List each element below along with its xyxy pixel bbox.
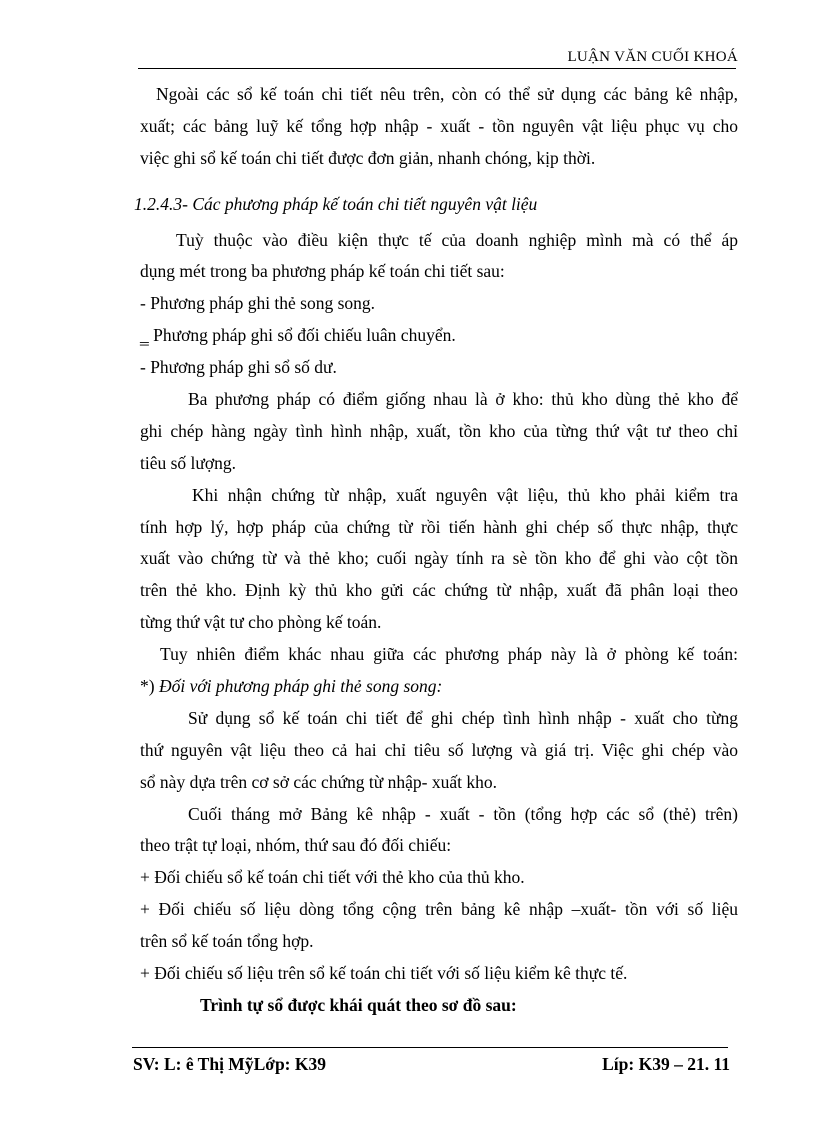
diagram-intro: Trình tự sổ được khái quát theo sơ đồ sau: (200, 994, 517, 1015)
paragraph-line: Cuối tháng mở Bảng kê nhập - xuất - tồn (tổng hợp các sổ (thẻ) trên) (188, 803, 738, 824)
subheading-prefix: *) (140, 676, 155, 697)
paragraph-line: Tuỳ thuộc vào điều kiện thực tế của doanh nghiệp mình mà có thể áp (176, 229, 738, 250)
paragraph-line: xuất; các bảng luỹ kế tổng hợp nhập - xuất - tồn nguyên vật liệu phục vụ cho (140, 115, 738, 136)
check-item: trên sổ kế toán tổng hợp. (140, 931, 314, 952)
paragraph-line: Tuy nhiên điểm khác nhau giữa các phương pháp này là ở phòng kế toán: (160, 644, 738, 665)
footer-class: Líp: K39 – 21. 11 (602, 1054, 730, 1074)
method-item: - Phương pháp ghi thẻ song song. (140, 293, 376, 314)
paragraph-line: từng thứ vật tư cho phòng kế toán. (140, 612, 382, 633)
section-heading (134, 189, 738, 221)
paragraph-line: thứ nguyên vật liệu theo cả hai chỉ tiêu số lượng và giá trị. Việc ghi chép vào (140, 739, 738, 760)
check-item: + Đối chiếu sổ kế toán chi tiết với thẻ kho của thủ kho. (140, 867, 525, 888)
paragraph-line: xuất vào chứng từ và thẻ kho; cuối ngày tính ra sè tồn kho để ghi vào cột tồn (140, 548, 738, 569)
footer-student: SV: L: ê Thị MỹLớp: K39 (133, 1054, 326, 1074)
page-header-title: LUẬN VĂN CUỐI KHOÁ (567, 49, 738, 65)
check-item: + Đối chiếu số liệu trên sổ kế toán chi tiết với số liệu kiểm kê thực tế. (140, 963, 628, 984)
paragraph-line: việc ghi sổ kế toán chi tiết được đơn giản, nhanh chóng, kịp thời. (140, 147, 596, 168)
paragraph-line: Khi nhận chứng từ nhập, xuất nguyên vật liệu, thủ kho phải kiểm tra (192, 484, 738, 505)
paragraph-line: Ba phương pháp có điểm giống nhau là ở kho: thủ kho dùng thẻ kho để (188, 389, 738, 410)
document-body (134, 79, 738, 1022)
paragraph-line: sổ này dựa trên cơ sở các chứng từ nhập- xuất kho. (140, 771, 497, 792)
paragraph-line: Ngoài các sổ kế toán chi tiết nêu trên, còn có thể sử dụng các bảng kê nhập, (156, 84, 738, 104)
method-item: ‗ Phương pháp ghi sổ đối chiếu luân chuyển. (140, 325, 456, 346)
header-divider (138, 68, 736, 69)
footer-divider (132, 1047, 728, 1048)
paragraph-line: Sử dụng sổ kế toán chi tiết để ghi chép tình hình nhập - xuất cho từng (188, 707, 738, 728)
subheading (140, 671, 738, 703)
check-item: + Đối chiếu số liệu dòng tổng cộng trên bảng kê nhập –xuất- tồn với số liệu (140, 899, 738, 920)
section-heading-text: 1.2.4.3- Các phương pháp kế toán chi tiết nguyên vật liệu (134, 193, 538, 214)
method-item: - Phương pháp ghi sổ số dư. (140, 357, 337, 378)
subheading-text: Đối với phương pháp ghi thẻ song song: (158, 676, 443, 697)
paragraph-line: tính hợp lý, hợp pháp của chứng từ rồi tiến hành ghi chép số thực nhập, thực (140, 516, 738, 537)
paragraph-line: theo trật tự loại, nhóm, thứ sau đó đối chiếu: (140, 835, 452, 856)
paragraph-line: trên thẻ kho. Định kỳ thủ kho gửi các chứng từ nhập, xuất đã phân loại theo (140, 580, 738, 601)
paragraph-line: ghi chép hàng ngày tình hình nhập, xuất, tồn kho của từng thứ vật tư theo chỉ (140, 420, 738, 441)
paragraph-line: dụng mét trong ba phương pháp kế toán chi tiết sau: (140, 261, 505, 282)
paragraph-line: tiêu số lượng. (140, 452, 237, 473)
